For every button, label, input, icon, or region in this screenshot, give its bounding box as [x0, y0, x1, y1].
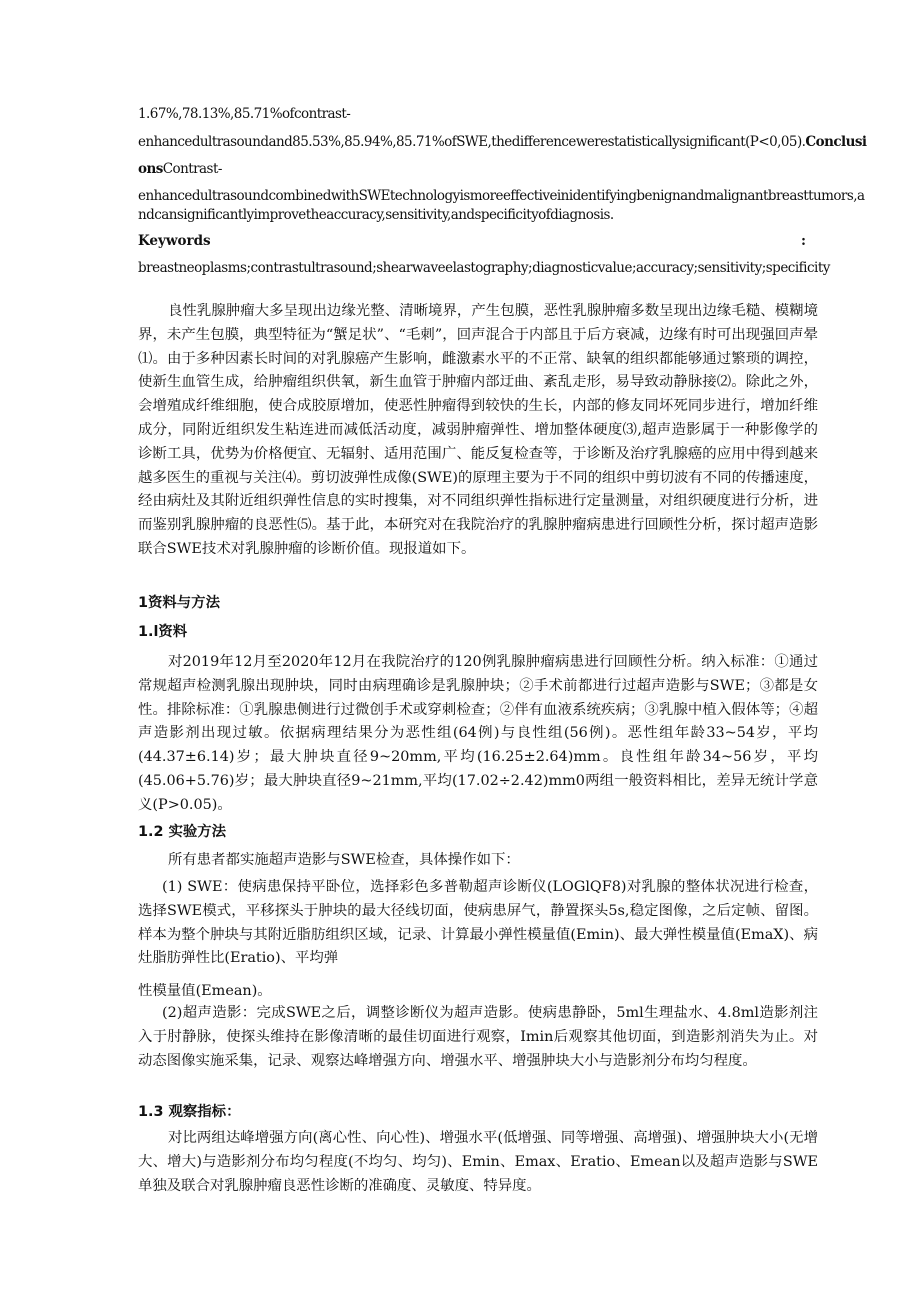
conclusions-label-part1: Conclusi — [805, 134, 867, 150]
swe-procedure-continuation: 性模量值(Emean)。 — [138, 983, 272, 999]
abstract-line-3-text: Contrast- — [162, 161, 222, 177]
swe-procedure-paragraph: (1) SWE：使病患保持平卧位，选择彩色多普勒超声诊断仪(LOGlQF8)对乳腺的整体状况进行检查，选择SWE模式，平移探头于肿块的最大径线切面，使病患屏气，静置探头5s,稳定图像，之后定帧、留图。样本为整个肿块与其附近脂肪组织区域，记录、计算最小弹性模量值(Emin)、最大弹性模量值(EmaX)、病灶脂肪弹性比(Eratio)、平均弹 — [138, 879, 818, 967]
abstract-line-2 — [138, 132, 867, 152]
abstract-line-3 — [138, 159, 818, 179]
keywords-label: Keywords — [138, 233, 211, 249]
section-1-1-heading: 1.l资料 — [138, 624, 188, 640]
abstract-line-4: enhancedultrasoundcombinedwithSWEtechnologyismoreeffectiveinidentifyingbenignandmalignantbreasttumors,a — [138, 188, 865, 204]
section-1-1-paragraph: 对2019年12月至2020年12月在我院治疗的120例乳腺肿瘤病患进行回顾性分析。纳入标准：①通过常规超声检测乳腺出现肿块，同时由病理确诊是乳腺肿块；②手术前都进行过超声造影与SWE；③都是女性。排除标准：①乳腺患侧进行过微创手术或穿刺检查；②伴有血液系统疾病；③乳腺中植入假体等；④超声造影剂出现过敏。依据病理结果分为恶性组(64例)与良性组(56例)。恶性组年龄33~54岁，平均(44.37±6.14)岁；最大肿块直径9~20mm,平均(16.25±2.64)mm。良性组年龄34~56岁，平均(45.06+5.76)岁；最大肿块直径9~21mm,平均(17.02÷2.42)mm0两组一般资料相比，差异无统计学意义(P>0.05)。 — [138, 654, 818, 813]
keywords-colon: : — [801, 233, 806, 249]
abstract-line-5: ndcansignificantlyimprovetheaccuracy,sensitivity,andspecificityofdiagnosis. — [138, 207, 614, 223]
section-1-3-paragraph: 对比两组达峰增强方向(离心性、向心性)、增强水平(低增强、同等增强、高增强)、增强肿块大小(无增大、增大)与造影剂分布均匀程度(不均匀、均匀)、Emin、Emax、Eratio、Emean以及超声造影与SWE单独及联合对乳腺肿瘤良恶性诊断的准确度、灵敏度、特异度。 — [138, 1130, 818, 1194]
intro-paragraph: 良性乳腺肿瘤大多呈现出边缘光整、清晰境界，产生包膜，恶性乳腺肿瘤多数呈现出边缘毛糙、模糊境界，未产生包膜，典型特征为“蟹足状”、“毛刺”，回声混合于内部且于后方衰减，边缘有时可出现强回声晕⑴。由于多种因素长时间的对乳腺癌产生影响，雌激素水平的不正常、缺氧的组织都能够通过繁琐的调控，使新生血管生成，给肿瘤组织供氧，新生血管于肿瘤内部迂曲、紊乱走形，易导致动静脉接⑵。除此之外，会增殖成纤维细胞，使合成胶原增加，使恶性肿瘤得到较快的生长，内部的修友同坏死同步进行，增加纤维成分，同附近组织发生粘连进而减低活动度，减弱肿瘤弹性、增加整体硬度⑶,超声造影属于一种影像学的诊断工具，优势为价格便宜、无辐射、适用范围广、能反复检查等，于诊断及治疗乳腺癌的应用中得到越来越多医生的重视与关注⑷。剪切波弹性成像(SWE)的原理主要为于不同的组织中剪切波有不同的传播速度，经由病灶及其附近组织弹性信息的实时搜集，对不同组织弹性指标进行定量测量，对组织硬度进行分析，进而鉴别乳腺肿瘤的良恶性⑸。基于此，本研究对在我院治疗的乳腺肿瘤病患进行回顾性分析，探讨超声造影联合SWE技术对乳腺肿瘤的诊断价值。现报道如下。 — [138, 303, 818, 557]
keywords-text: breastneoplasms;contrastultrasound;shearwaveelastography;diagnosticvalue;accuracy;sensitivity;specificity — [138, 260, 830, 276]
keywords-row — [138, 231, 818, 251]
section-1-heading: 1资料与方法 — [138, 595, 220, 611]
contrast-procedure-paragraph: (2)超声造影：完成SWE之后，调整诊断仪为超声造影。使病患静卧，5ml生理盐水、4.8ml造影剂注入于肘静脉，使探头维持在影像清晰的最佳切面进行观察，Imin后观察其他切面，到造影剂消失为止。对动态图像实施采集，记录、观察达峰增强方向、增强水平、增强肿块大小与造影剂分布均匀程度。 — [138, 1005, 818, 1069]
section-1-2-intro: 所有患者都实施超声造影与SWE检查，具体操作如下： — [168, 852, 520, 868]
abstract-line-1: 1.67%,78.13%,85.71%ofcontrast- — [138, 106, 351, 122]
section-1-2-heading: 1.2 实验方法 — [138, 824, 227, 840]
abstract-line-2-text: enhancedultrasoundand85.53%,85.94%,85.71%ofSWE,thedifferencewerestatisticallysignificant(P<0,05). — [138, 134, 806, 150]
conclusions-label-part2: ons — [138, 161, 163, 177]
section-1-3-heading: 1.3 观察指标： — [138, 1104, 241, 1120]
